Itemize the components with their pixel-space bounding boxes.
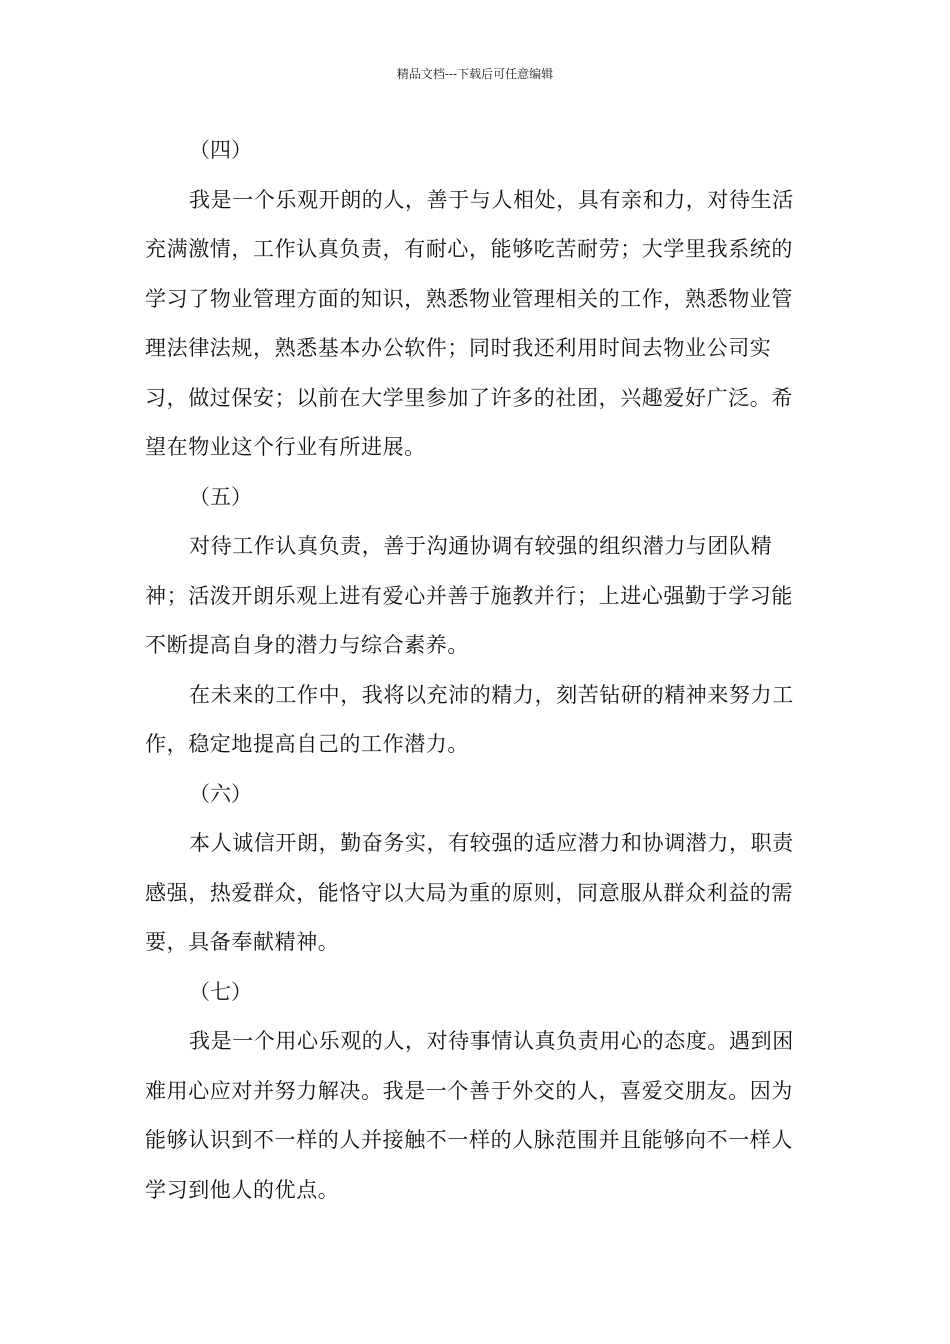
paragraph: 在未来的工作中，我将以充沛的精力，刻苦钻研的精神来努力工作，稳定地提高自己的工作潜力。 [145,682,794,756]
section-heading: （六） [189,781,252,806]
section-heading: （五） [189,484,252,509]
section-7 [145,968,809,1216]
section-heading: （四） [189,138,252,162]
paragraph: 我是一个用心乐观的人，对待事情认真负责用心的态度。遇到困难用心应对并努力解决。我是一个善于外交的人，喜爱交朋友。因为能够认识到不一样的人并接触不一样的人脉范围并且能够向不一样人学习到他人的优点。 [145,1029,794,1202]
paragraph: 对待工作认真负责，善于沟通协调有较强的组织潜力与团队精神；活泼开朗乐观上进有爱心并善于施教并行；上进心强勤于学习能不断提高自身的潜力与综合素养。 [145,534,793,657]
section-5 [145,473,809,770]
paragraph: 我是一个乐观开朗的人，善于与人相处，具有亲和力，对待生活充满激情，工作认真负责，有耐心，能够吃苦耐劳；大学里我系统的学习了物业管理方面的知识，熟悉物业管理相关的工作，熟悉物业管理法律法规，熟悉基本办公软件；同时我还利用时间去物业公司实习，做过保安；以前在大学里参加了许多的社团，兴趣爱好广泛。希望在物业这个行业有所进展。 [145,187,794,459]
section-4 [145,126,809,473]
section-heading: （七） [189,979,252,1004]
page-header: 精品文档---下载后可任意编辑 [396,67,554,81]
document-body [145,126,809,1215]
paragraph: 本人诚信开朗，勤奋务实，有较强的适应潜力和协调潜力，职责感强，热爱群众，能恪守以大局为重的原则，同意服从群众利益的需要，具备奉献精神。 [145,831,794,954]
section-6 [145,770,809,968]
